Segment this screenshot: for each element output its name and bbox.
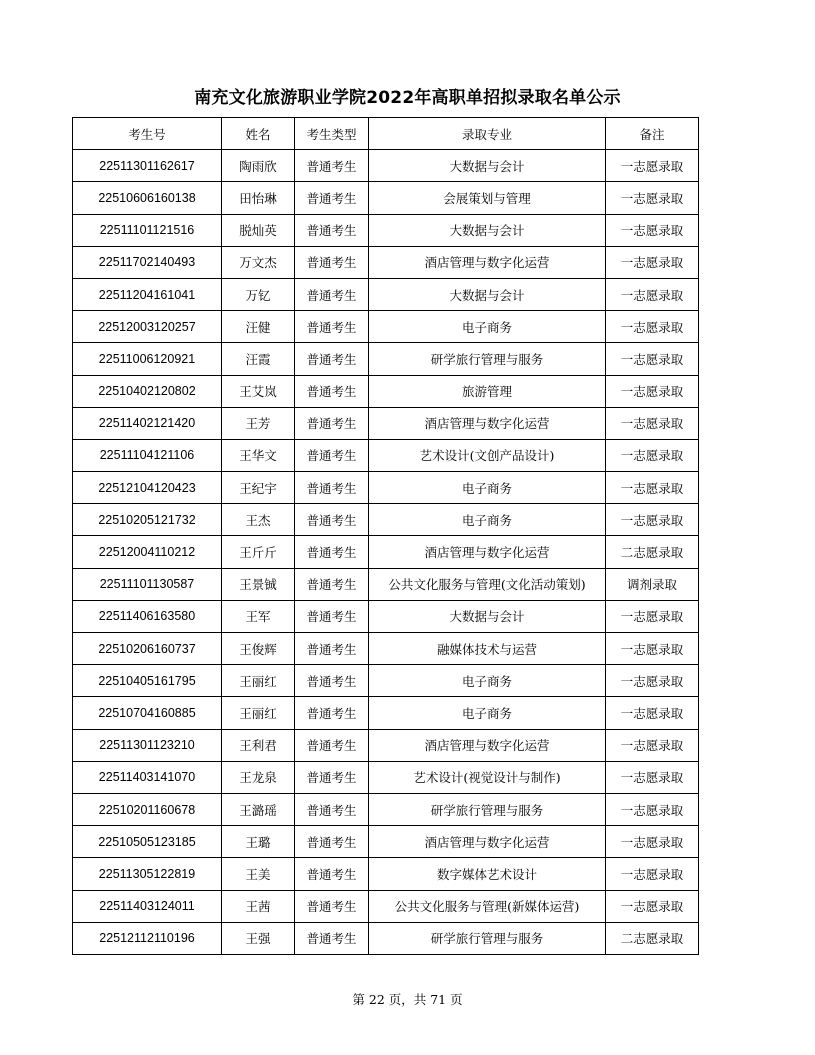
cell-name: 王俊辉 (222, 633, 295, 665)
table-row (73, 793, 699, 825)
cell-exam-id: 22511104121106 (73, 439, 222, 471)
cell-remark: 一志愿录取 (606, 665, 699, 697)
cell-exam-id: 22510505123185 (73, 826, 222, 858)
table-row (73, 246, 699, 278)
cell-remark: 一志愿录取 (606, 182, 699, 214)
cell-remark: 调剂录取 (606, 568, 699, 600)
cell-remark: 一志愿录取 (606, 504, 699, 536)
cell-candidate-type: 普通考生 (295, 278, 369, 310)
cell-candidate-type: 普通考生 (295, 568, 369, 600)
cell-exam-id: 22511406163580 (73, 600, 222, 632)
header-exam-id: 考生号 (73, 118, 222, 150)
cell-remark: 一志愿录取 (606, 439, 699, 471)
cell-major: 大数据与会计 (369, 600, 606, 632)
table-row (73, 375, 699, 407)
cell-remark: 二志愿录取 (606, 536, 699, 568)
cell-major: 酒店管理与数字化运营 (369, 729, 606, 761)
table-row (73, 665, 699, 697)
cell-name: 陶雨欣 (222, 150, 295, 182)
cell-exam-id: 22511101130587 (73, 568, 222, 600)
cell-name: 王纪宇 (222, 472, 295, 504)
admission-table (72, 117, 699, 955)
cell-exam-id: 22510402120802 (73, 375, 222, 407)
cell-exam-id: 22512004110212 (73, 536, 222, 568)
cell-exam-id: 22511301123210 (73, 729, 222, 761)
cell-exam-id: 22512104120423 (73, 472, 222, 504)
table-row (73, 311, 699, 343)
cell-remark: 一志愿录取 (606, 343, 699, 375)
cell-candidate-type: 普通考生 (295, 633, 369, 665)
table-row (73, 633, 699, 665)
cell-major: 酒店管理与数字化运营 (369, 536, 606, 568)
cell-name: 汪健 (222, 311, 295, 343)
cell-candidate-type: 普通考生 (295, 182, 369, 214)
cell-name: 田怡琳 (222, 182, 295, 214)
cell-name: 王景铖 (222, 568, 295, 600)
cell-exam-id: 22511402121420 (73, 407, 222, 439)
cell-exam-id: 22510606160138 (73, 182, 222, 214)
cell-candidate-type: 普通考生 (295, 407, 369, 439)
cell-candidate-type: 普通考生 (295, 922, 369, 954)
cell-major: 电子商务 (369, 665, 606, 697)
table-row (73, 568, 699, 600)
cell-major: 艺术设计(视觉设计与制作) (369, 761, 606, 793)
cell-major: 公共文化服务与管理(文化活动策划) (369, 568, 606, 600)
cell-candidate-type: 普通考生 (295, 600, 369, 632)
cell-major: 数字媒体艺术设计 (369, 858, 606, 890)
cell-major: 大数据与会计 (369, 150, 606, 182)
cell-candidate-type: 普通考生 (295, 150, 369, 182)
cell-candidate-type: 普通考生 (295, 890, 369, 922)
cell-name: 王龙泉 (222, 761, 295, 793)
cell-name: 王芳 (222, 407, 295, 439)
header-candidate-type: 考生类型 (295, 118, 369, 150)
cell-exam-id: 22510206160737 (73, 633, 222, 665)
cell-major: 电子商务 (369, 504, 606, 536)
table-row (73, 472, 699, 504)
cell-candidate-type: 普通考生 (295, 439, 369, 471)
cell-exam-id: 22512112110196 (73, 922, 222, 954)
table-row (73, 761, 699, 793)
cell-major: 电子商务 (369, 697, 606, 729)
cell-major: 公共文化服务与管理(新媒体运营) (369, 890, 606, 922)
table-row (73, 407, 699, 439)
table-row (73, 214, 699, 246)
table-row (73, 890, 699, 922)
table-header-row (73, 118, 699, 150)
cell-major: 酒店管理与数字化运营 (369, 826, 606, 858)
cell-name: 王军 (222, 600, 295, 632)
cell-remark: 一志愿录取 (606, 311, 699, 343)
cell-name: 王杰 (222, 504, 295, 536)
cell-candidate-type: 普通考生 (295, 793, 369, 825)
cell-name: 王艾岚 (222, 375, 295, 407)
cell-remark: 一志愿录取 (606, 761, 699, 793)
cell-candidate-type: 普通考生 (295, 343, 369, 375)
cell-exam-id: 22511006120921 (73, 343, 222, 375)
page-footer: 第 22 页，共 71 页 (352, 992, 463, 1007)
cell-remark: 一志愿录取 (606, 793, 699, 825)
cell-remark: 一志愿录取 (606, 729, 699, 761)
cell-candidate-type: 普通考生 (295, 858, 369, 890)
cell-major: 研学旅行管理与服务 (369, 793, 606, 825)
cell-remark: 一志愿录取 (606, 150, 699, 182)
cell-candidate-type: 普通考生 (295, 826, 369, 858)
header-major: 录取专业 (369, 118, 606, 150)
cell-remark: 一志愿录取 (606, 472, 699, 504)
cell-remark: 一志愿录取 (606, 407, 699, 439)
cell-exam-id: 22510704160885 (73, 697, 222, 729)
cell-candidate-type: 普通考生 (295, 472, 369, 504)
cell-name: 王璐 (222, 826, 295, 858)
cell-major: 电子商务 (369, 311, 606, 343)
cell-remark: 二志愿录取 (606, 922, 699, 954)
cell-remark: 一志愿录取 (606, 375, 699, 407)
cell-name: 脱灿英 (222, 214, 295, 246)
cell-major: 旅游管理 (369, 375, 606, 407)
cell-remark: 一志愿录取 (606, 246, 699, 278)
cell-remark: 一志愿录取 (606, 697, 699, 729)
cell-exam-id: 22511702140493 (73, 246, 222, 278)
cell-exam-id: 22511403141070 (73, 761, 222, 793)
cell-major: 会展策划与管理 (369, 182, 606, 214)
table-row (73, 278, 699, 310)
cell-candidate-type: 普通考生 (295, 729, 369, 761)
cell-name: 汪霞 (222, 343, 295, 375)
table-row (73, 504, 699, 536)
cell-name: 王斤斤 (222, 536, 295, 568)
cell-major: 大数据与会计 (369, 278, 606, 310)
cell-name: 王茜 (222, 890, 295, 922)
cell-exam-id: 22510205121732 (73, 504, 222, 536)
table-row (73, 150, 699, 182)
cell-name: 万钇 (222, 278, 295, 310)
cell-name: 万文杰 (222, 246, 295, 278)
cell-major: 电子商务 (369, 472, 606, 504)
cell-remark: 一志愿录取 (606, 826, 699, 858)
cell-name: 王强 (222, 922, 295, 954)
cell-remark: 一志愿录取 (606, 633, 699, 665)
table-body (73, 150, 699, 955)
cell-candidate-type: 普通考生 (295, 311, 369, 343)
cell-name: 王利君 (222, 729, 295, 761)
cell-name: 王华文 (222, 439, 295, 471)
cell-name: 王美 (222, 858, 295, 890)
table-row (73, 858, 699, 890)
table-row (73, 343, 699, 375)
table-row (73, 697, 699, 729)
cell-candidate-type: 普通考生 (295, 246, 369, 278)
cell-major: 融媒体技术与运营 (369, 633, 606, 665)
cell-remark: 一志愿录取 (606, 214, 699, 246)
cell-candidate-type: 普通考生 (295, 697, 369, 729)
table-row (73, 826, 699, 858)
cell-remark: 一志愿录取 (606, 600, 699, 632)
header-name: 姓名 (222, 118, 295, 150)
table-row (73, 536, 699, 568)
cell-candidate-type: 普通考生 (295, 761, 369, 793)
cell-exam-id: 22510201160678 (73, 793, 222, 825)
cell-exam-id: 22511301162617 (73, 150, 222, 182)
page-title: 南充文化旅游职业学院2022年高职单招拟录取名单公示 (194, 88, 621, 108)
cell-exam-id: 22511204161041 (73, 278, 222, 310)
cell-remark: 一志愿录取 (606, 858, 699, 890)
cell-major: 研学旅行管理与服务 (369, 922, 606, 954)
cell-exam-id: 22511305122819 (73, 858, 222, 890)
cell-candidate-type: 普通考生 (295, 214, 369, 246)
cell-name: 王丽红 (222, 665, 295, 697)
cell-name: 王潞瑶 (222, 793, 295, 825)
table-row (73, 600, 699, 632)
cell-exam-id: 22510405161795 (73, 665, 222, 697)
cell-exam-id: 22511101121516 (73, 214, 222, 246)
cell-name: 王丽红 (222, 697, 295, 729)
header-remark: 备注 (606, 118, 699, 150)
cell-major: 酒店管理与数字化运营 (369, 407, 606, 439)
cell-candidate-type: 普通考生 (295, 536, 369, 568)
cell-major: 大数据与会计 (369, 214, 606, 246)
cell-exam-id: 22512003120257 (73, 311, 222, 343)
cell-exam-id: 22511403124011 (73, 890, 222, 922)
cell-candidate-type: 普通考生 (295, 665, 369, 697)
cell-remark: 一志愿录取 (606, 278, 699, 310)
cell-candidate-type: 普通考生 (295, 375, 369, 407)
cell-remark: 一志愿录取 (606, 890, 699, 922)
cell-major: 研学旅行管理与服务 (369, 343, 606, 375)
cell-major: 艺术设计(文创产品设计) (369, 439, 606, 471)
table-row (73, 729, 699, 761)
table-row (73, 182, 699, 214)
table-row (73, 922, 699, 954)
table-row (73, 439, 699, 471)
cell-candidate-type: 普通考生 (295, 504, 369, 536)
cell-major: 酒店管理与数字化运营 (369, 246, 606, 278)
